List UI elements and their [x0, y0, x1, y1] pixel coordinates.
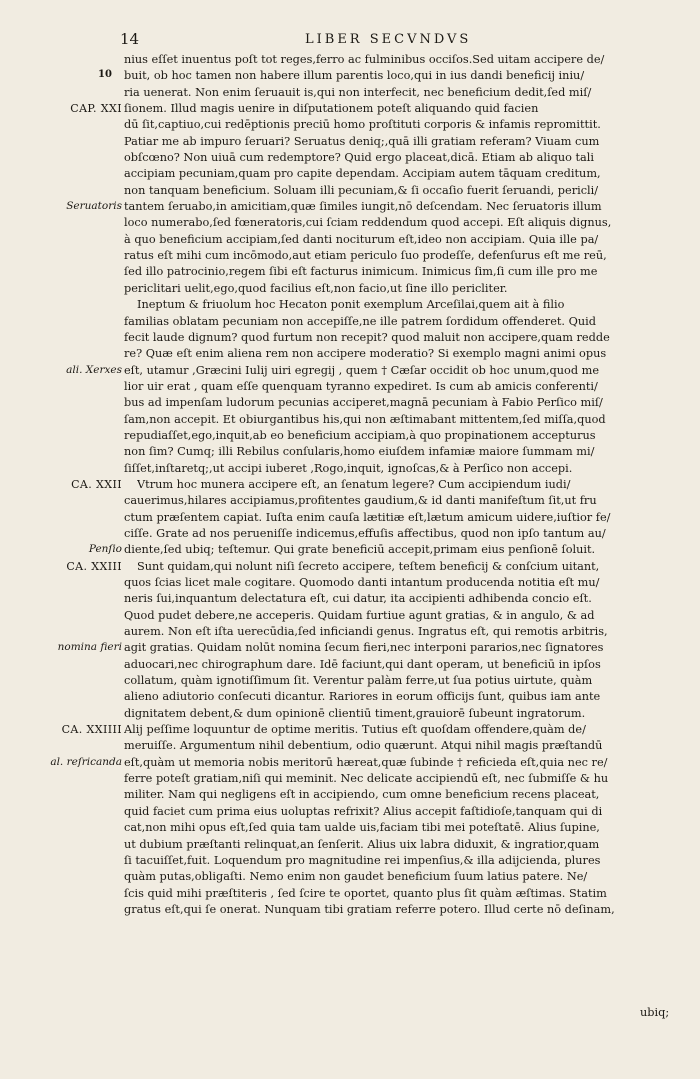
text-line — [0, 510, 700, 526]
text-line — [0, 640, 700, 656]
line-text: ſed illo patrocinio,regem ſibi eſt facturus inimicum. Inimicus ſim,ſi cum ille pro me — [124, 265, 598, 279]
line-text: Patiar me ab impuro ſeruari? Seruatus deniq;,quā illi gratiam referam? Viuam cum — [124, 134, 600, 148]
line-text: militer. Nam qui negligens eſt in accipiendo, cum omne beneficium recens placeat, — [124, 788, 600, 802]
line-text: ferre poteſt gratiam,niſi qui meminit. Nec delicate accipiendū eſt, nec ſubmiſſe & hu — [124, 772, 609, 786]
line-text: eſt,quàm ut memoria nobis meritorū hæreat,quæ ſubinde † reficieda eſt,quia nec re/ — [124, 755, 608, 769]
text-line — [0, 493, 700, 509]
text-line — [0, 706, 700, 722]
text-line — [0, 166, 700, 182]
text-line — [0, 591, 700, 607]
line-text: tantem ſeruabo,in amicitiam,quæ ſimiles iungit,nō deſcendam. Nec ſeruatoris illum — [124, 200, 602, 214]
text-line — [0, 264, 700, 280]
line-text: quid faciet cum prima eius uoluptas refrixit? Alius accepit faſtidioſe,tanquam qui di — [124, 804, 603, 818]
text-line — [0, 575, 700, 591]
text-line — [0, 771, 700, 787]
text-line — [0, 363, 700, 379]
text-line — [0, 134, 700, 150]
line-text: nius eſſet inuentus poſt tot reges,ferro ac fulminibus occiſos.Sed uitam accipere de/ — [124, 53, 605, 66]
text-line — [0, 755, 700, 771]
margin-note: CA. XXII — [71, 477, 122, 491]
running-head: LIBER SECVNDVS — [305, 32, 472, 47]
line-text: accipiam pecuniam,quam pro capite dependam. Accipiam autem tāquam creditum, — [124, 167, 601, 181]
text-line — [0, 248, 700, 264]
text-line — [0, 559, 700, 575]
line-text: loco numerabo,ſed fœneratoris,cui ſciam reddendum quod accepi. Eſt aliquis dignus, — [124, 216, 612, 230]
text-line — [0, 412, 700, 428]
text-line — [0, 101, 700, 117]
text-line — [0, 379, 700, 395]
line-text: neris ſui,inquantum delectatura eſt, cui datur, ita accipienti adhibenda concio eſt. — [124, 592, 592, 606]
text-line — [0, 117, 700, 133]
line-text: collatum, quàm ignotiſſimum ſit. Verentur palàm ferre,ut ſua potius uirtute, quàm — [124, 674, 593, 688]
text-line — [0, 820, 700, 836]
line-text: Ineptum & friuolum hoc Hecaton ponit exemplum Arceſilai,quem ait à filio — [137, 298, 565, 312]
text-line — [0, 281, 700, 297]
text-line — [0, 461, 700, 477]
page-number: 14 — [120, 30, 140, 48]
line-text: ciſſe. Grate ad nos perueniſſe indicemus,effuſis affectibus, quod non ipſo tantum au/ — [124, 526, 606, 540]
text-line — [0, 886, 700, 902]
text-line — [0, 608, 700, 624]
line-text: gratus eſt,qui ſe onerat. Nunquam tibi gratiam referre potero. Illud certe nō deſinam, — [124, 902, 615, 916]
text-line — [0, 869, 700, 885]
text-line — [0, 395, 700, 411]
line-text: re? Quæ eſt enim aliena rem non accipere moderatio? Si exemplo magni animi opus — [124, 347, 607, 361]
text-line — [0, 346, 700, 362]
margin-note: Penſio — [88, 543, 122, 556]
line-text: quos ſcias licet male cogitare. Quomodo danti intantum producenda notitia eſt mu/ — [124, 576, 600, 589]
line-text: obſcœno? Non uiuā cum redemptore? Quid ergo placeat,dicā. Etiam ab aliquo tali — [124, 151, 594, 165]
line-text: ratus eſt mihi cum incōmodo,aut etiam periculo ſuo prodeſſe, defenſurus eſt me reū, — [124, 249, 607, 263]
text-line — [0, 837, 700, 853]
text-line — [0, 673, 700, 689]
line-text: cat,non mihi opus eſt,ſed quia tam ualde uis,faciam tibi mei poteſtatē. Alius ſupine, — [124, 821, 600, 835]
text-line — [0, 314, 700, 330]
line-text: meruiſſe. Argumentum nihil debentium, odio quærunt. Atqui nihil magis præſtandū — [124, 739, 603, 753]
line-text: bus ad impenſam ludorum pecunias acciperet,magnā pecuniam à Fabio Perſico miſ/ — [124, 396, 603, 410]
text-line — [0, 804, 700, 820]
line-text: quàm putas,obligaſti. Nemo enim non gaudet beneficium ſuum latius patere. Ne/ — [124, 870, 588, 884]
line-text: Alij peſſime loquuntur de optime meritis. Tutius eſt quoſdam offendere,quàm de/ — [124, 723, 586, 737]
line-text: Quod pudet debere,ne acceperis. Quidam furtiue agunt gratias, & in angulo, & ad — [124, 608, 595, 622]
margin-note: CA. XXIII — [66, 559, 122, 573]
text-line — [0, 624, 700, 640]
line-text: ſcis quid mihi præſtiteris , ſed ſcire te oportet, quanto plus ſit quàm æſtimas. Statim — [124, 886, 607, 900]
text-line — [0, 150, 700, 166]
line-text: ſi tacuiſſet,fuit. Loquendum pro magnitudine rei impenſius,& illa adijcienda, plures — [124, 853, 601, 867]
margin-note: ali. Xerxes — [66, 363, 122, 376]
text-line — [0, 330, 700, 346]
line-text: cauerimus,hilares accipiamus,profitentes gaudium,& id danti manifeſtum ſit,ut fru — [124, 494, 597, 508]
line-text: non ſim? Cumq; illi Rebilus conſularis,homo eiuſdem infamiæ maiore ſummam mi/ — [124, 445, 595, 459]
margin-note: CA. XXIIII — [61, 723, 122, 737]
text-line — [0, 85, 700, 101]
line-text: lior uir erat , quam eſſe quenquam tyranno expediret. Is cum ab amicis conferenti/ — [124, 379, 598, 393]
line-text: à quo beneficium accipiam,ſed danti nociturum eſt,ideo non accipiam. Quia ille pa/ — [124, 232, 599, 246]
line-text: diente,ſed ubiq; teſtemur. Qui grate beneficiū accepit,primam eius penſionē ſoluit. — [124, 543, 596, 557]
line-text: repudiaſſet,ego,inquit,ab eo beneficium accipiam,à quo propinationem accepturus — [124, 428, 596, 442]
text-line — [0, 444, 700, 460]
margin-note: Seruatoris — [66, 200, 122, 213]
line-text: dignitatem debent,& dum opinionē clientiū timent,grauiorē ſubeunt ingratorum. — [124, 706, 586, 720]
margin-note: 10 — [98, 69, 112, 81]
page-header — [0, 30, 700, 54]
body-text — [0, 52, 700, 918]
line-text: dū ſit,captiuo,cui redēptionis preciū homo proſtituti corporis & infamis repromittit. — [124, 118, 601, 132]
text-line — [0, 232, 700, 248]
margin-note: nomina fieri — [57, 641, 122, 654]
line-text: agit gratias. Quidam nolūt nomina ſecum fieri,nec interponi pararios,nec ſignatores — [124, 641, 604, 655]
text-line — [0, 68, 700, 84]
line-text: Vtrum hoc munera accipere eſt, an ſenatum legere? Cum accipiendum iudi/ — [137, 477, 571, 491]
line-text: periclitari uelit,ego,quod facilius eſt,non facio,ut ſine illo pericliter. — [124, 281, 508, 295]
line-text: buit, ob hoc tamen non habere illum parentis loco,qui in ius dandi beneficij iniu/ — [124, 69, 585, 83]
text-line — [0, 722, 700, 738]
text-line — [0, 689, 700, 705]
text-line — [0, 787, 700, 803]
text-line — [0, 52, 700, 68]
margin-note: CAP. XXI — [70, 102, 122, 116]
text-line — [0, 853, 700, 869]
text-line — [0, 199, 700, 215]
catchword: ubiq; — [640, 1006, 670, 1019]
line-text: familias oblatam pecuniam non accepiſſe,ne ille patrem ſordidum offenderet. Quid — [124, 314, 596, 328]
line-text: ſionem. Illud magis uenire in diſputationem poteſt aliquando quid facien — [124, 102, 539, 116]
text-line — [0, 526, 700, 542]
text-line — [0, 738, 700, 754]
line-text: aduocari,nec chirographum dare. Idē faciunt,qui dant operam, ut beneficiū in ipſos — [124, 657, 601, 671]
text-line — [0, 477, 700, 493]
text-line — [0, 428, 700, 444]
line-text: ctum præſentem capiat. Iuſta enim cauſa lætitiæ eſt,lætum amicum uidere,iuſtior fe/ — [124, 510, 611, 524]
margin-note: al. reſricanda — [50, 755, 122, 768]
text-line — [0, 297, 700, 313]
text-line — [0, 902, 700, 918]
text-line — [0, 542, 700, 558]
text-line — [0, 215, 700, 231]
line-text: ſam,non accepit. Et obiurgantibus his,qui non æſtimabant mittentem,ſed miſſa,quod — [124, 412, 606, 426]
text-line — [0, 183, 700, 199]
line-text: Sunt quidam,qui nolunt niſi ſecreto accipere, teſtem beneficij & conſcium uitant, — [137, 559, 600, 573]
line-text: ria uenerat. Non enim ſeruauit is,qui non interfecit, nec beneficium dedit,ſed miſ/ — [124, 85, 592, 99]
line-text: fecit laude dignum? quod furtum non recepit? quod maluit non accipere,quam redde — [124, 330, 610, 344]
text-line — [0, 657, 700, 673]
line-text: non tanquam beneficium. Soluam illi pecuniam,& ſi occaſio fuerit ſeruandi, pericli/ — [124, 183, 599, 197]
line-text: alieno adiutorio conſecuti dicantur. Rariores in eorum officijs ſunt, quibus iam ante — [124, 690, 601, 704]
line-text: ſiſſet,inſtaretq;,ut accipi iuberet ,Rogo,inquit, ignoſcas,& à Perſico non accepi. — [124, 461, 573, 475]
line-text: aurem. Non eſt iſta uerecūdia,ſed inficiandi genus. Ingratus eſt, qui remotis arbitris, — [124, 625, 608, 639]
line-text: eſt, utamur ,Græcini Iulij uiri egregij , quem † Cæſar occidit ob hoc unum,quod me — [124, 363, 600, 377]
line-text: ut dubium præſtanti relinquat,an ſenſerit. Alius uix labra diduxit, & ingratior,quam — [124, 837, 600, 851]
